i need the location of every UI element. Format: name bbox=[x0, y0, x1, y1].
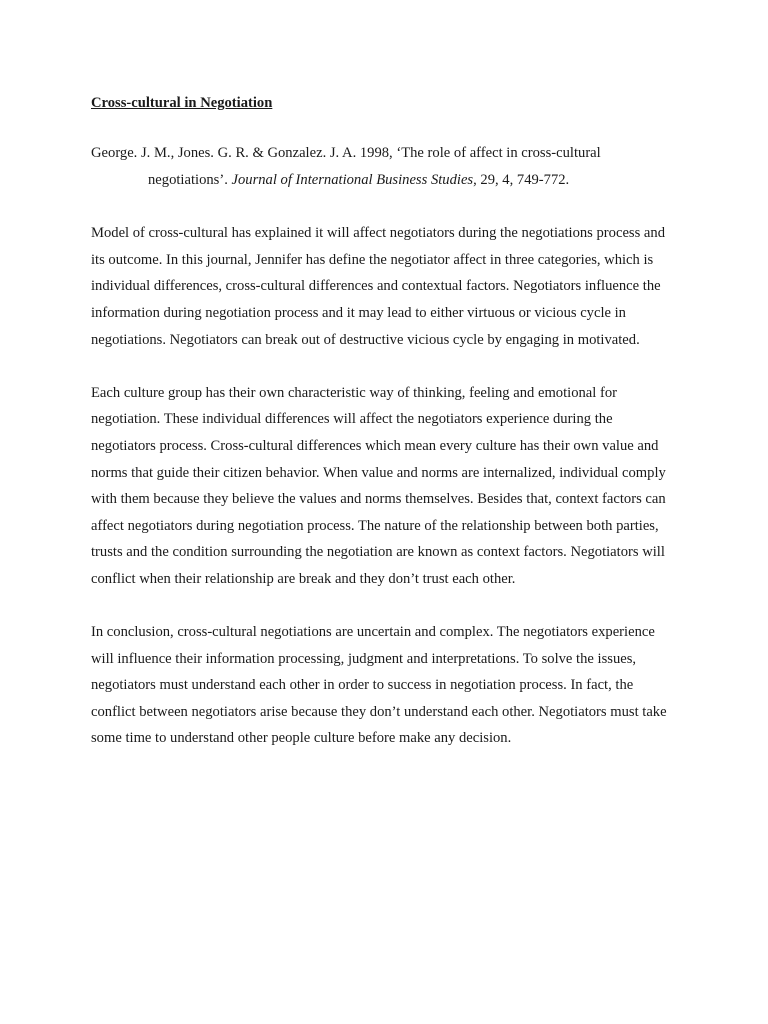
reference-citation bbox=[91, 140, 681, 193]
paragraph-summary: Model of cross-cultural has explained it will affect negotiators during the negotiations process and its outcome. In this journal, Jennifer has define the negotiator affect in three categories, which is individual differences, cross-cultural differences and contextual factors. Negotiators influence the information during negotiation process and it may lead to either virtuous or vicious cycle in negotiations. Negotiators can break out of destructive vicious cycle by engaging in motivated. bbox=[91, 225, 666, 348]
paragraph-conclusion: In conclusion, cross-cultural negotiations are uncertain and complex. The negotiators experience will influence their information processing, judgment and interpretations. To solve the issues, negotiators must understand each other in order to success in negotiation process. In fact, the conflict between negotiators arise because they don’t understand each other. Negotiators must take some time to understand other people culture before make any decision. bbox=[91, 624, 667, 747]
paragraph-culture-groups: Each culture group has their own characteristic way of thinking, feeling and emotional for negotiation. These individual differences will affect the negotiators experience during the negotiators process. Cross-cultural differences which mean every culture has their own value and norms that guide their citizen behavior. When value and norms are internalized, individual comply with them because they believe the values and norms themselves. Besides that, context factors can affect negotiators during negotiation process. The nature of the relationship between both parties, trusts and the condition surrounding the negotiation are known as context factors. Negotiators will conflict when their relationship are break and they don’t trust each other. bbox=[91, 384, 666, 587]
document-title: Cross-cultural in Negotiation bbox=[91, 95, 273, 111]
reference-authors-title: George. J. M., Jones. G. R. & Gonzalez. J. A. 1998, ‘The role of affect in cross-cultural negotiations’. bbox=[91, 145, 601, 188]
reference-journal: Journal of International Business Studies bbox=[231, 171, 474, 188]
document-body bbox=[91, 92, 681, 779]
reference-details: , 29, 4, 749-772. bbox=[473, 171, 570, 188]
